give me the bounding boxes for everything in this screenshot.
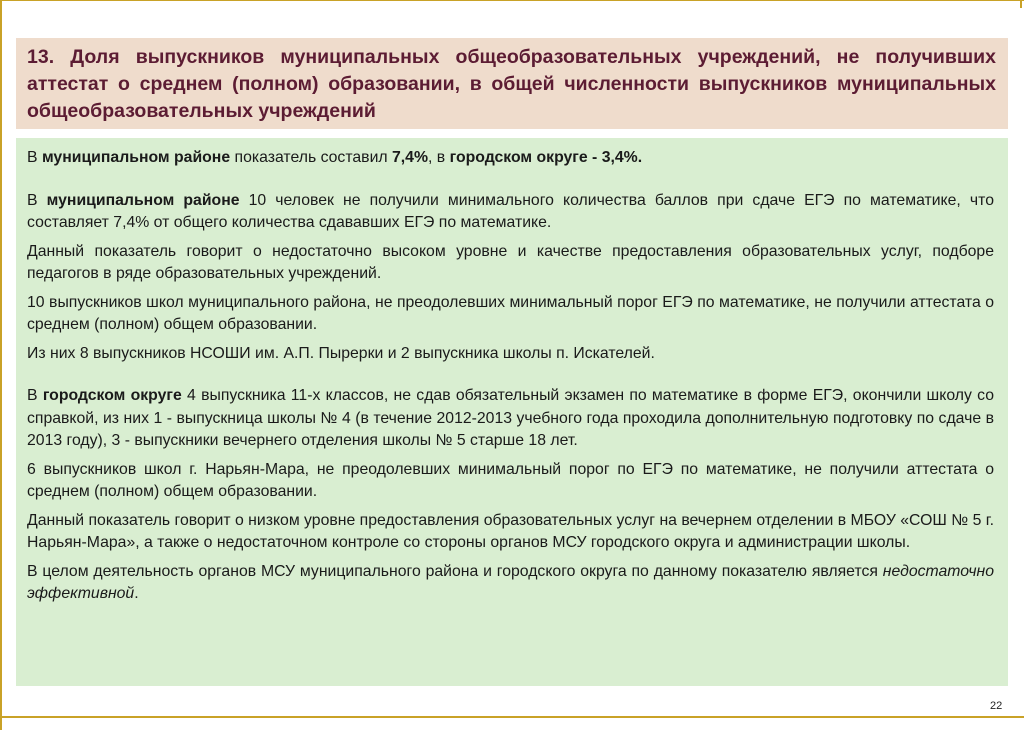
summary-paragraph — [27, 147, 994, 170]
district-text-1: В — [27, 191, 47, 209]
district-paragraph — [27, 190, 994, 235]
city-assessment-paragraph: Данный показатель говорит о низком уровне предоставления образовательных услуг на вечернем отделении в МБОУ «СОШ № 5 г. Нарьян-Мара», а также о недостаточном контроле со стороны органов МСУ городского округа и администрации школы. — [27, 511, 994, 551]
district-assessment-paragraph: Данный показатель говорит о недостаточно высоком уровне и качестве предоставления образовательных услуг, подборе педагогов в ряде образовательных учреждений. — [27, 242, 994, 282]
summary-text-2: показатель составил — [230, 149, 392, 166]
conclusion-paragraph — [27, 561, 994, 606]
city-graduates-paragraph: 6 выпускников школ г. Нарьян-Мара, не преодолевших минимальный порог по ЕГЭ по математике, не получили аттестата о среднем (полном) общем образовании. — [27, 460, 994, 500]
city-text-1: В — [27, 387, 43, 404]
summary-text-3: , в — [428, 149, 450, 166]
frame-right-line — [1020, 0, 1022, 8]
slide-title: 13. Доля выпускников муниципальных общеобразовательных учреждений, не получивших аттестат о среднем (полном) образовании, в общей численности выпускников муниципальных общеобразовательных учреждений — [27, 46, 996, 122]
district-graduates-paragraph: 10 выпускников школ муниципального района, не преодолевших минимальный порог ЕГЭ по математике, не получили аттестата о среднем (полном) общем образовании. — [27, 293, 994, 333]
city-text-2: 4 выпускника 11-х классов, не сдав обязательный экзамен по математике в форме ЕГЭ, окончили школу со справкой, из них 1 - выпускница школы № 4 (в течение 2012-2013 учебного года проходила дополнительную подготовку по сдаче в 2013 году), 3 - выпускники вечернего отделения школы № 5 старше 18 лет. — [27, 387, 995, 449]
summary-text-1: В — [27, 149, 42, 166]
slide-title-box — [16, 38, 1008, 129]
district-text-2: 10 человек не получили минимального количества баллов при сдаче ЕГЭ по математике, что составляет 7,4% от общего количества сдававших ЕГЭ по математике. — [27, 191, 994, 231]
page-number: 22 — [990, 700, 1003, 712]
district-bold: муниципальном районе — [46, 191, 240, 209]
conclusion-text-2: . — [134, 585, 139, 602]
summary-bold-percent: 7,4% — [392, 149, 429, 166]
frame-left-line — [0, 0, 2, 730]
conclusion-text-1: В целом деятельность органов МСУ муниципального района и городского округа по данному показателю является — [27, 562, 883, 580]
conclusion-italic: недостаточно эффективной — [27, 562, 994, 602]
frame-top-line — [0, 0, 1024, 1]
summary-bold-city: городском округе - 3,4%. — [449, 149, 643, 166]
summary-bold-district: муниципальном районе — [41, 149, 231, 166]
city-bold: городском округе — [42, 387, 182, 404]
district-schools-paragraph: Из них 8 выпускников НСОШИ им. А.П. Пырерки и 2 выпускника школы п. Искателей. — [27, 344, 655, 362]
slide-content-box — [16, 138, 1008, 686]
frame-bottom-line — [0, 716, 1024, 718]
city-paragraph — [27, 385, 994, 453]
